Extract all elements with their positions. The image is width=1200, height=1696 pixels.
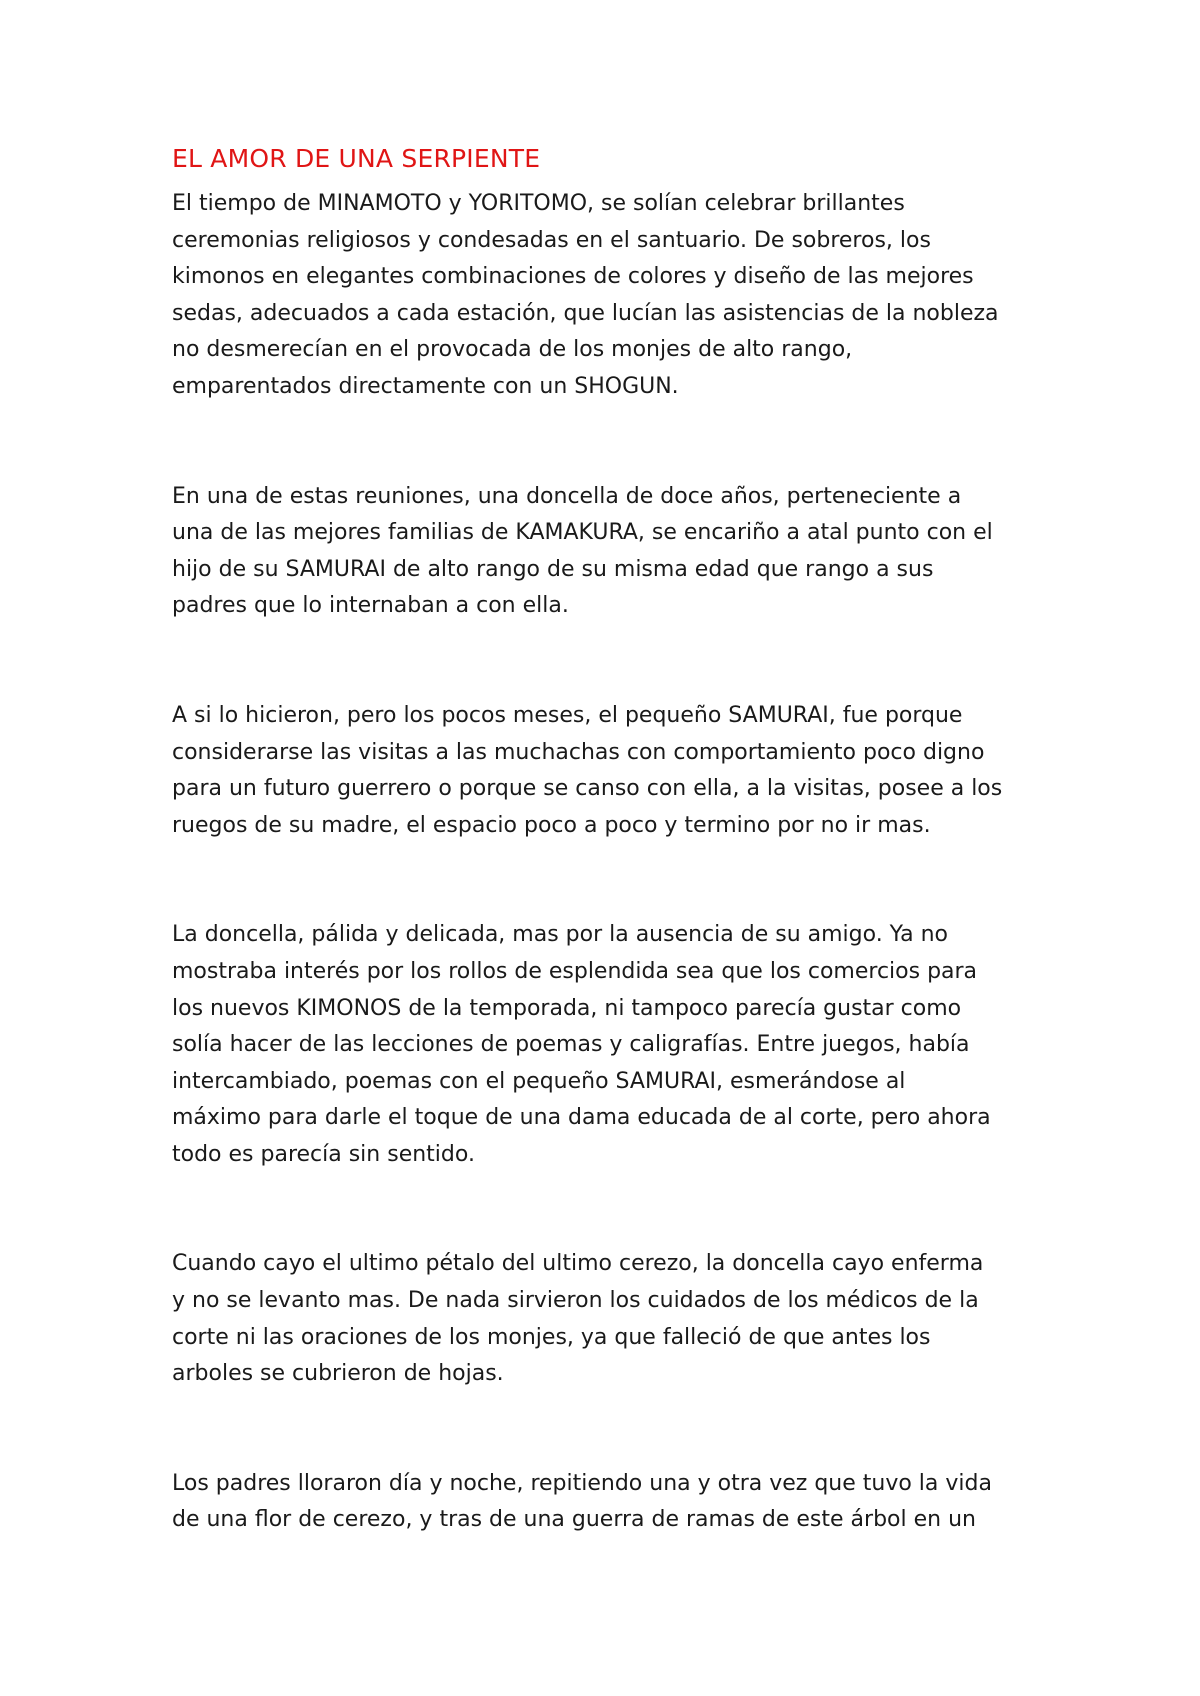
paragraph-line: ruegos de su madre, el espacio poco a poco y termino por no ir mas. bbox=[172, 812, 931, 838]
paragraph-line: de una flor de cerezo, y tras de una guerra de ramas de este árbol en un bbox=[172, 1507, 976, 1533]
paragraph-line: kimonos en elegantes combinaciones de colores y diseño de las mejores bbox=[172, 264, 974, 290]
paragraph-line: sedas, adecuados a cada estación, que lucían las asistencias de la nobleza bbox=[172, 300, 999, 326]
document-content bbox=[172, 140, 1052, 1539]
paragraph-line: La doncella, pálida y delicada, mas por la ausencia de su amigo. Ya no bbox=[172, 922, 948, 948]
paragraph-line: todo es parecía sin sentido. bbox=[172, 1141, 475, 1167]
paragraph bbox=[172, 1246, 1052, 1392]
paragraph-line: El tiempo de MINAMOTO y YORITOMO, se solían celebrar brillantes bbox=[172, 191, 905, 216]
paragraph-line: solía hacer de las lecciones de poemas y caligrafías. Entre juegos, había bbox=[172, 1032, 970, 1058]
paragraph-line: Los padres lloraron día y noche, repitiendo una y otra vez que tuvo la vida bbox=[172, 1470, 992, 1496]
paragraph bbox=[172, 1466, 1052, 1539]
paragraph-line: hijo de su SAMURAI de alto rango de su misma edad que rango a sus bbox=[172, 556, 934, 582]
paragraph-line: A si lo hicieron, pero los pocos meses, el pequeño SAMURAI, fue porque bbox=[172, 702, 963, 728]
paragraph-line: ceremonias religiosos y condesadas en el santuario. De sobreros, los bbox=[172, 227, 931, 253]
paragraph-line: corte ni las oraciones de los monjes, ya que falleció de que antes los bbox=[172, 1324, 931, 1350]
paragraph-line: En una de estas reuniones, una doncella de doce años, perteneciente a bbox=[172, 483, 962, 509]
paragraph bbox=[172, 479, 1052, 625]
document-title: EL AMOR DE UNA SERPIENTE bbox=[172, 144, 541, 173]
paragraph-line: para un futuro guerrero o porque se canso con ella, a la visitas, posee a los bbox=[172, 776, 1003, 802]
paragraph-line: padres que lo internaban a con ella. bbox=[172, 593, 569, 619]
paragraph-line: considerarse las visitas a las muchachas con comportamiento poco digno bbox=[172, 739, 985, 765]
paragraph-line: una de las mejores familias de KAMAKURA, se encariño a atal punto con el bbox=[172, 520, 993, 546]
paragraph bbox=[172, 917, 1052, 1173]
paragraph-line: emparentados directamente con un SHOGUN. bbox=[172, 373, 679, 399]
paragraphs-container bbox=[172, 186, 1052, 1539]
paragraph-line: no desmerecían en el provocada de los monjes de alto rango, bbox=[172, 337, 853, 363]
paragraph-line: mostraba interés por los rollos de esplendida sea que los comercios para bbox=[172, 958, 978, 984]
paragraph-line: intercambiado, poemas con el pequeño SAMURAI, esmerándose al bbox=[172, 1068, 906, 1094]
paragraph bbox=[172, 186, 1052, 406]
paragraph-line: los nuevos KIMONOS de la temporada, ni tampoco parecía gustar como bbox=[172, 995, 962, 1021]
paragraph-line: y no se levanto mas. De nada sirvieron los cuidados de los médicos de la bbox=[172, 1288, 979, 1314]
paragraph-line: máximo para darle el toque de una dama educada de al corte, pero ahora bbox=[172, 1105, 991, 1131]
paragraph-line: Cuando cayo el ultimo pétalo del ultimo cerezo, la doncella cayo enferma bbox=[172, 1251, 984, 1277]
paragraph-line: arboles se cubrieron de hojas. bbox=[172, 1361, 504, 1387]
paragraph bbox=[172, 698, 1052, 844]
